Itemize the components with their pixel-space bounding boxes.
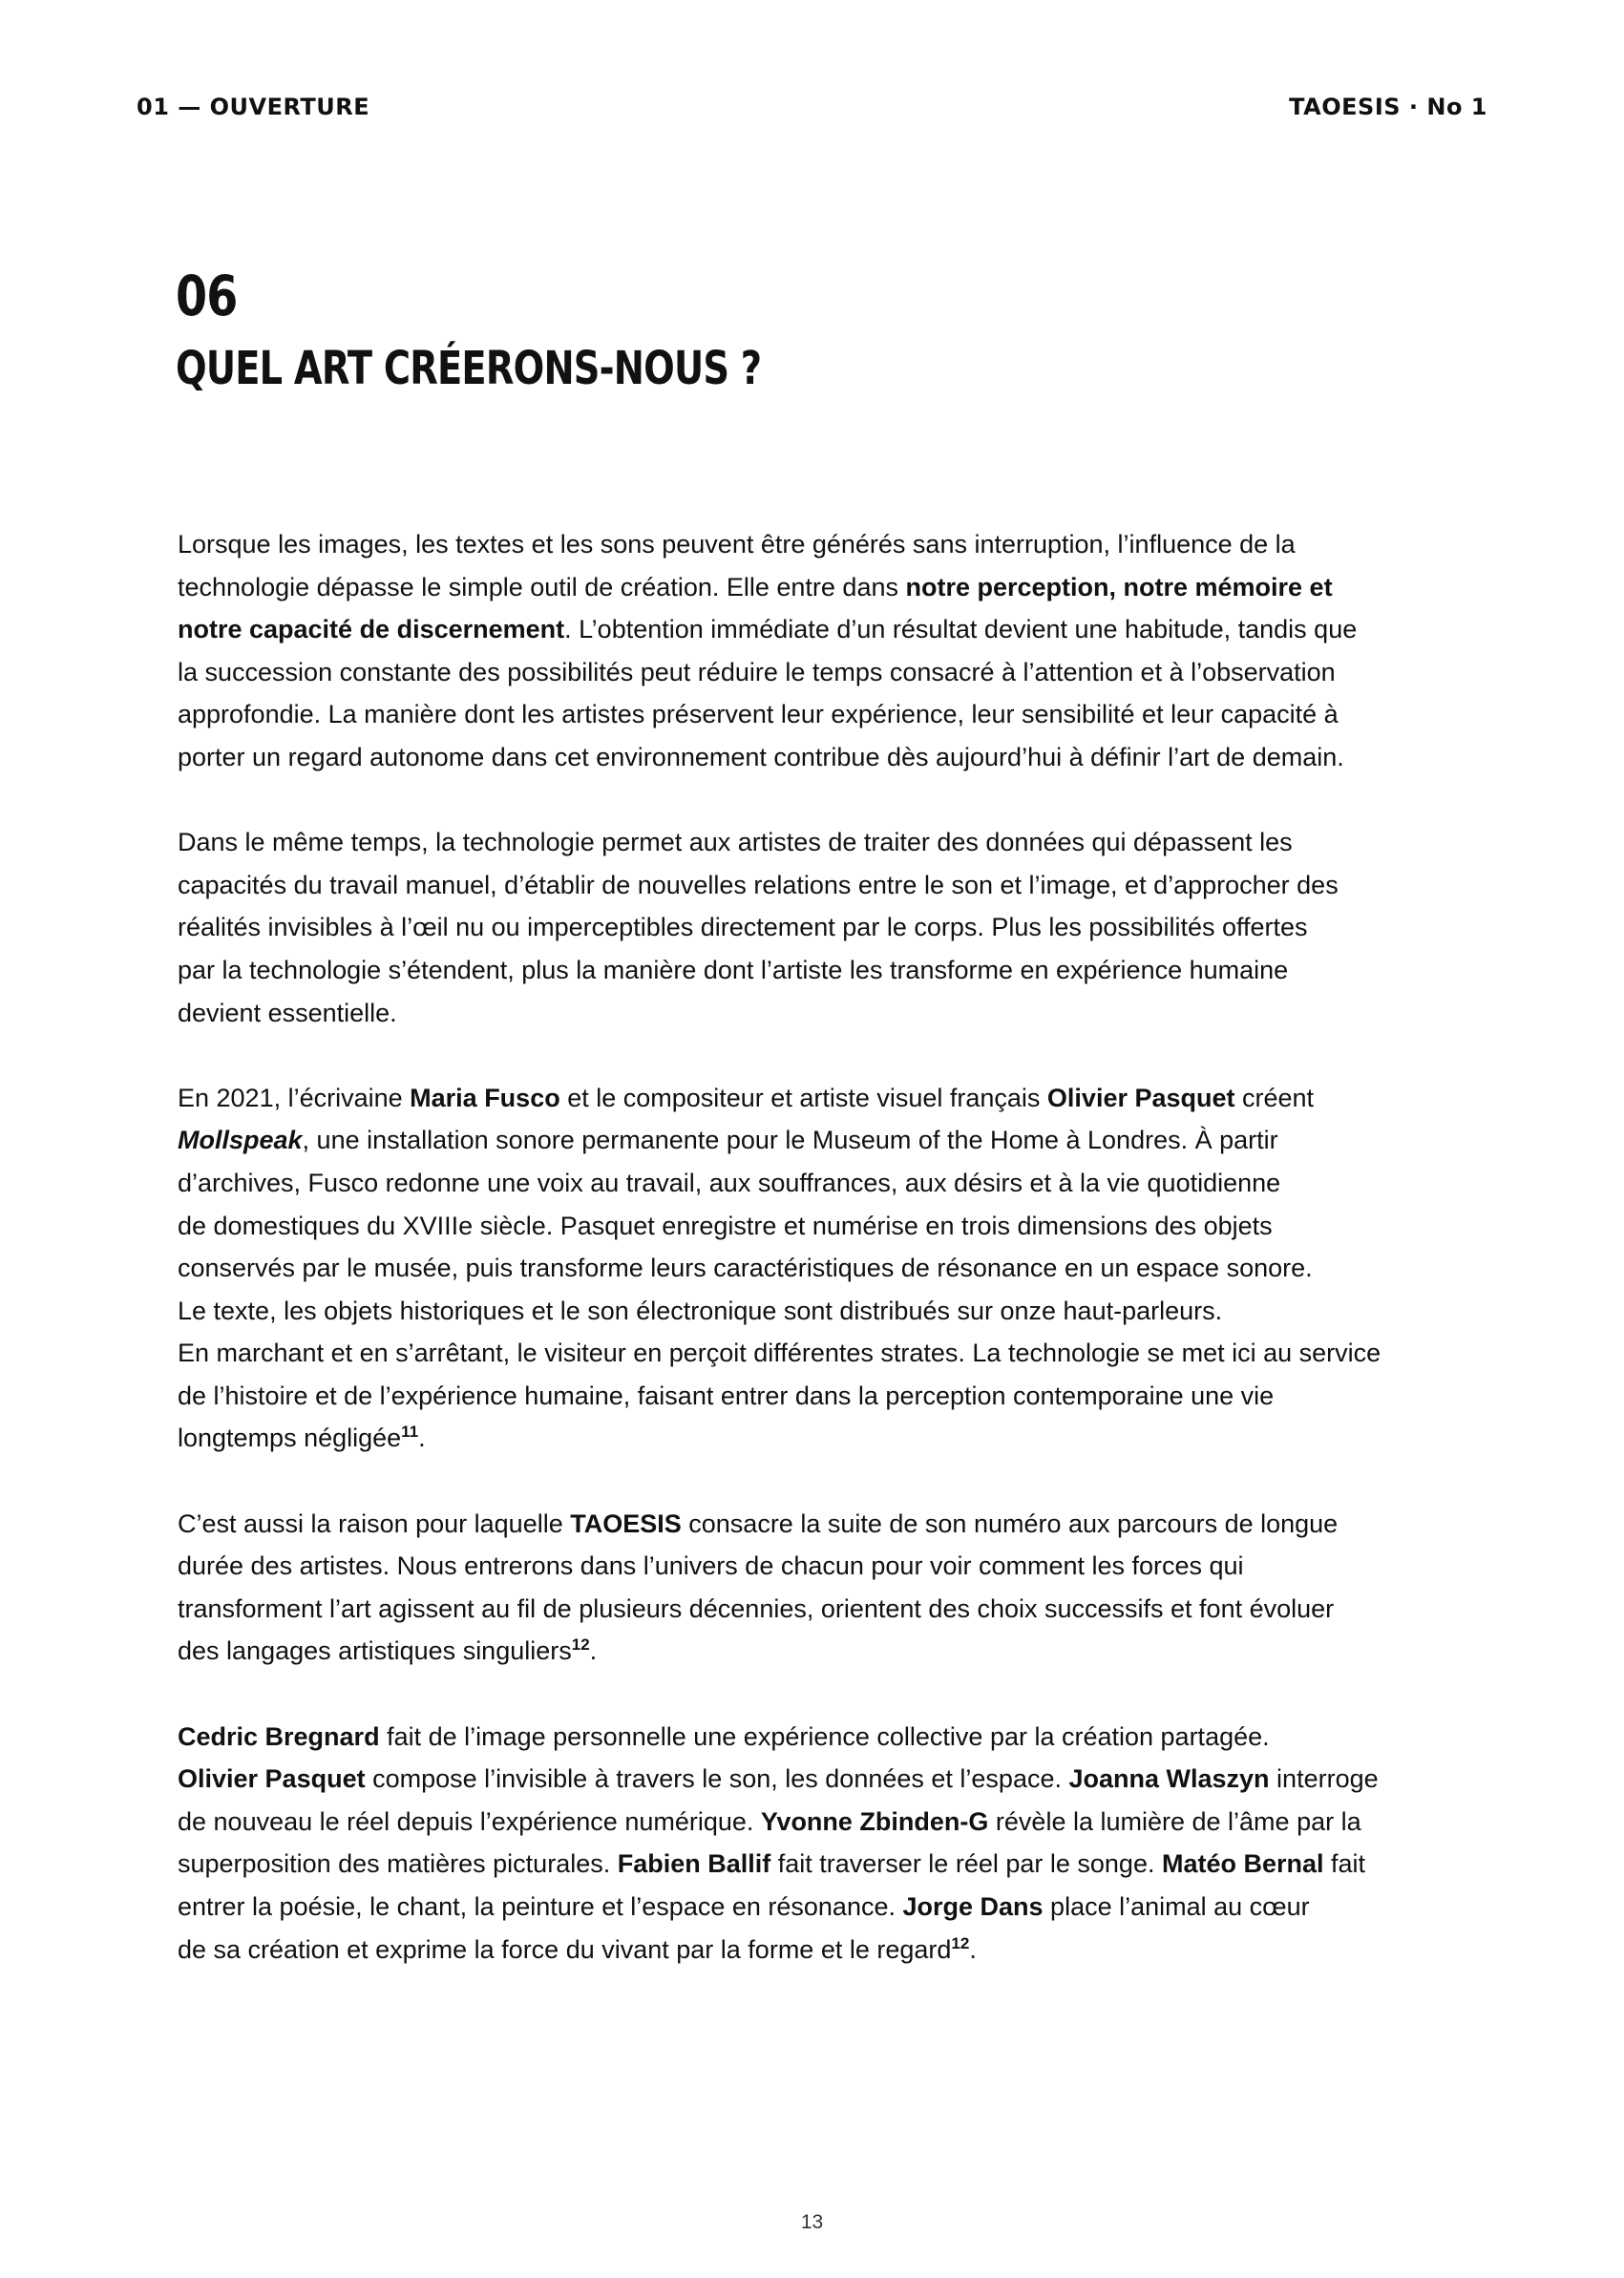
- text-run: conservés par le musée, puis transforme leurs caractéristiques de résonance en un espace sonore.: [178, 1254, 1313, 1283]
- text-line: [178, 1503, 1505, 1546]
- text-line: [178, 1545, 1505, 1588]
- paragraph: [178, 821, 1505, 1034]
- text-line: [178, 992, 1505, 1035]
- running-head: [0, 94, 1624, 132]
- emphasis: Joanna Wlaszyn: [1068, 1764, 1270, 1794]
- running-head-section: 01 — OUVERTURE: [137, 94, 370, 120]
- emphasis: notre perception, notre mémoire et: [905, 572, 1333, 601]
- text-run: Dans le même temps, la technologie permet aux artistes de traiter des données qui dépassent les: [178, 828, 1293, 857]
- text-run: fait de l’image personnelle une expérience collective par la création partagée.: [379, 1721, 1270, 1751]
- paragraph: [178, 1716, 1505, 1972]
- text-run: C’est aussi la raison pour laquelle: [178, 1508, 571, 1538]
- text-run: par la technologie s’étendent, plus la manière dont l’artiste les transforme en expérience humaine: [178, 955, 1289, 984]
- paragraph: [178, 1077, 1505, 1460]
- text-line: [178, 864, 1505, 907]
- text-run: interroge: [1269, 1764, 1379, 1794]
- text-line: [178, 566, 1505, 609]
- text-run: réalités invisibles à l’œil nu ou imperceptibles directement par le corps. Plus les possibilités offertes: [178, 913, 1308, 942]
- text-run: fait traverser le réel par le songe.: [770, 1849, 1162, 1879]
- emphasis: Yvonne Zbinden-G: [760, 1806, 989, 1836]
- emphasis: Fabien Ballif: [617, 1849, 771, 1879]
- text-run: porter un regard autonome dans cet environnement contribue dès aujourd’hui à définir l’art de demain.: [178, 742, 1344, 771]
- emphasis: Maria Fusco: [410, 1083, 560, 1112]
- emphasis: Olivier Pasquet: [178, 1764, 366, 1794]
- text-line: [178, 1758, 1505, 1801]
- text-line: [178, 1205, 1505, 1248]
- text-run: technologie dépasse le simple outil de création. Elle entre dans: [178, 572, 906, 601]
- emphasis: Matéo Bernal: [1161, 1849, 1324, 1879]
- text-line: [178, 1077, 1505, 1120]
- text-line: [178, 1843, 1505, 1886]
- text-run: compose l’invisible à travers le son, les données et l’espace.: [365, 1764, 1069, 1794]
- text-run: approfondie. La manière dont les artistes préservent leur expérience, leur sensibilité et leur capacité à: [178, 700, 1339, 729]
- paragraph: [178, 523, 1505, 779]
- text-run: En 2021, l’écrivaine: [178, 1083, 411, 1112]
- section-title: QUEL ART CRÉERONS-NOUS ?: [176, 342, 762, 395]
- text-run: révèle la lumière de l’âme par la: [988, 1806, 1361, 1836]
- text-run: , une installation sonore permanente pour le Museum of the Home à Londres. À partir: [302, 1126, 1278, 1155]
- text-run: .: [589, 1636, 598, 1666]
- text-run: Lorsque les images, les textes et les sons peuvent être générés sans interruption, l’influence de la: [178, 530, 1296, 559]
- text-run: longtemps négligée: [178, 1424, 402, 1453]
- text-run: consacre la suite de son numéro aux parcours de longue: [681, 1508, 1339, 1538]
- emphasis: Cedric Bregnard: [178, 1721, 380, 1751]
- text-line: [178, 1929, 1505, 1972]
- text-line: [178, 1801, 1505, 1844]
- text-line: [178, 651, 1505, 694]
- emphasis: notre capacité de discernement: [178, 615, 565, 644]
- text-line: [178, 523, 1505, 566]
- text-run: transforment l’art agissent au fil de plusieurs décennies, orientent des choix successifs et font évoluer: [178, 1593, 1335, 1623]
- text-line: [178, 1630, 1505, 1673]
- text-run: la succession constante des possibilités peut réduire le temps consacré à l’attention et à l’observation: [178, 657, 1336, 686]
- section-number: 06: [176, 264, 238, 328]
- text-run: Le texte, les objets historiques et le son électronique sont distribués sur onze haut-parleurs.: [178, 1296, 1223, 1325]
- text-line: [178, 1332, 1505, 1375]
- text-run: entrer la poésie, le chant, la peinture et l’espace en résonance.: [178, 1892, 903, 1921]
- text-run: place l’animal au cœur: [1043, 1892, 1310, 1921]
- text-run: devient essentielle.: [178, 998, 397, 1027]
- text-line: [178, 608, 1505, 651]
- text-run: capacités du travail manuel, d’établir de nouvelles relations entre le son et l’image, et d’approcher des: [178, 870, 1339, 899]
- emphasis: Olivier Pasquet: [1046, 1083, 1235, 1112]
- text-line: [178, 906, 1505, 949]
- emphasis: Mollspeak: [178, 1126, 303, 1155]
- text-run: .: [969, 1934, 977, 1964]
- text-line: [178, 1417, 1505, 1460]
- text-line: [178, 1119, 1505, 1162]
- text-run: superposition des matières picturales.: [178, 1849, 618, 1879]
- text-run: .: [418, 1424, 426, 1453]
- text-run: de domestiques du XVIIIe siècle. Pasquet enregistre et numérise en trois dimensions des objets: [178, 1211, 1273, 1240]
- text-line: [178, 1716, 1505, 1759]
- page-number: 13: [800, 2211, 824, 2233]
- text-run: créent: [1234, 1083, 1315, 1112]
- text-run: fait: [1323, 1849, 1366, 1879]
- text-run: de nouveau le réel depuis l’expérience numérique.: [178, 1806, 761, 1836]
- text-line: [178, 1162, 1505, 1205]
- text-line: [178, 1290, 1505, 1333]
- footnote-ref: 12: [571, 1635, 590, 1655]
- text-line: [178, 736, 1505, 779]
- text-run: de l’histoire et de l’expérience humaine, faisant entrer dans la perception contemporaine une vie: [178, 1381, 1275, 1410]
- text-line: [178, 1247, 1505, 1290]
- text-run: . L’obtention immédiate d’un résultat devient une habitude, tandis que: [564, 615, 1358, 644]
- text-run: et le compositeur et artiste visuel français: [559, 1083, 1047, 1112]
- footnote-ref: 12: [951, 1933, 970, 1952]
- running-head-publication: TAOESIS · No 1: [1289, 94, 1487, 120]
- text-line: [178, 949, 1505, 992]
- text-line: [178, 1588, 1505, 1631]
- emphasis: TAOESIS: [570, 1508, 682, 1538]
- text-run: En marchant et en s’arrêtant, le visiteur en perçoit différentes strates. La technologie se met ici au service: [178, 1339, 1381, 1368]
- article-body: [178, 523, 1505, 2014]
- text-line: [178, 693, 1505, 736]
- footnote-ref: 11: [401, 1423, 419, 1442]
- text-run: durée des artistes. Nous entrerons dans l’univers de chacun pour voir comment les forces qui: [178, 1551, 1244, 1581]
- text-line: [178, 1375, 1505, 1418]
- text-run: des langages artistiques singuliers: [178, 1636, 572, 1666]
- text-run: de sa création et exprime la force du vivant par la forme et le regard: [178, 1934, 952, 1964]
- emphasis: Jorge Dans: [902, 1892, 1044, 1921]
- text-line: [178, 821, 1505, 864]
- paragraph: [178, 1503, 1505, 1673]
- text-line: [178, 1886, 1505, 1929]
- text-run: d’archives, Fusco redonne une voix au travail, aux souffrances, aux désirs et à la vie quotidienne: [178, 1168, 1281, 1197]
